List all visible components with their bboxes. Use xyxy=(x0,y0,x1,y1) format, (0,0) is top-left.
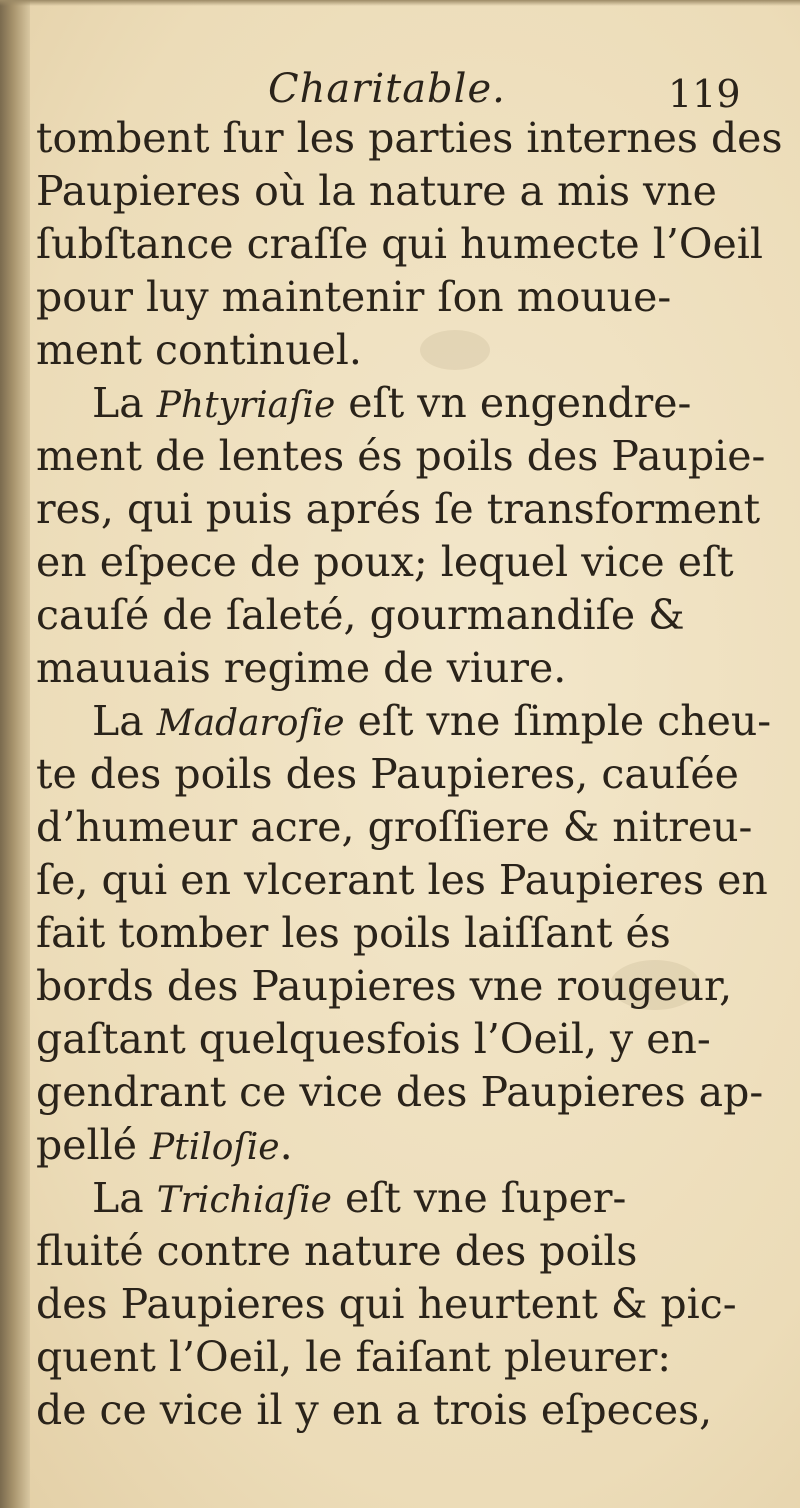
text-line xyxy=(36,1384,756,1437)
line-text: pour luy maintenir ſon mouue- xyxy=(36,273,672,321)
text-line xyxy=(36,483,761,536)
text-line xyxy=(36,1331,756,1384)
term-trichiasie: Trichiaſie xyxy=(156,1180,332,1221)
text-line xyxy=(36,1278,756,1331)
text-line xyxy=(36,271,756,324)
text-line xyxy=(36,1172,756,1225)
line-text: quent l’Oeil, le faiſant pleurer: xyxy=(36,1333,672,1381)
line-text: gaſtant quelquesfois l’Oeil, y en- xyxy=(36,1015,711,1063)
text-line xyxy=(36,1225,756,1278)
line-text: cauſé de ſaleté, gourmandiſe & xyxy=(36,591,685,639)
text-line xyxy=(36,112,783,165)
text-line xyxy=(36,165,756,218)
text-line xyxy=(36,377,756,430)
text-line xyxy=(36,324,756,377)
line-text: d’humeur acre, groſſiere & nitreu- xyxy=(36,803,753,851)
text-line xyxy=(36,1066,764,1119)
page-header xyxy=(0,66,800,116)
line-text: . xyxy=(279,1121,293,1169)
text-line xyxy=(36,1013,756,1066)
term-phtyriasie: Phtyriaſie xyxy=(156,385,336,426)
line-text: ment de lentes és poils des Paupie- xyxy=(36,432,766,480)
text-line xyxy=(36,536,756,589)
text-line xyxy=(36,960,756,1013)
line-text: res, qui puis aprés ſe transforment xyxy=(36,485,761,533)
line-text: ſe, qui en vlcerant les Paupieres en xyxy=(36,856,768,904)
text-line xyxy=(36,854,768,907)
text-line xyxy=(36,1119,756,1172)
text-line xyxy=(36,430,766,483)
line-text: La xyxy=(92,379,157,427)
line-text: de ce vice il y en a trois eſpeces, xyxy=(36,1386,713,1434)
line-text: fait tomber les poils laiſſant és xyxy=(36,909,671,957)
line-text: des Paupieres qui heurtent & pic- xyxy=(36,1280,737,1328)
line-text: en eſpece de poux; lequel vice eſt xyxy=(36,538,734,586)
line-text: Paupieres où la nature a mis vne xyxy=(36,167,717,215)
line-text: pellé xyxy=(36,1121,151,1169)
line-text: fluité contre nature des poils xyxy=(36,1227,638,1275)
text-line xyxy=(36,907,756,960)
text-line xyxy=(36,589,756,642)
text-line xyxy=(36,748,756,801)
line-text: eſt vne ſimple cheu- xyxy=(344,697,772,745)
term-madarosie: Madaroſie xyxy=(156,703,345,744)
line-text: tombent ſur les parties internes des xyxy=(36,114,783,162)
running-head: Charitable. xyxy=(268,66,506,112)
binding-gutter xyxy=(0,0,30,1508)
text-line xyxy=(36,218,763,271)
body-text xyxy=(36,112,783,1437)
line-text: La xyxy=(92,1174,157,1222)
line-text: bords des Paupieres vne rougeur, xyxy=(36,962,733,1010)
text-line xyxy=(36,642,756,695)
line-text: La xyxy=(92,697,157,745)
text-line xyxy=(36,695,772,748)
term-ptilosie: Ptiloſie xyxy=(150,1127,280,1168)
line-text: ſubſtance craſſe qui humecte l’Oeil xyxy=(36,220,763,268)
line-text: eſt vn engendre- xyxy=(335,379,692,427)
line-text: ment continuel. xyxy=(36,326,362,374)
line-text: eſt vne ſuper- xyxy=(331,1174,627,1222)
line-text: gendrant ce vice des Paupieres ap- xyxy=(36,1068,764,1116)
page-top-edge xyxy=(0,0,800,6)
text-line xyxy=(36,801,756,854)
line-text: mauuais regime de viure. xyxy=(36,644,567,692)
page-number: 119 xyxy=(668,72,741,116)
line-text: te des poils des Paupieres, cauſée xyxy=(36,750,739,798)
